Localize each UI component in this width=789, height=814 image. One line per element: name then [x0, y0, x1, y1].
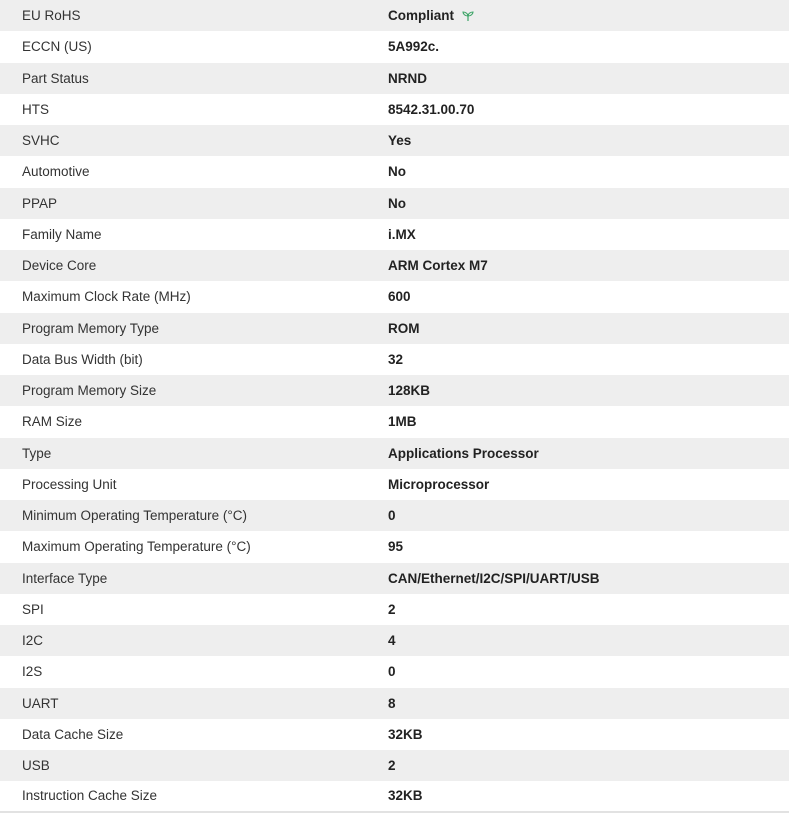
spec-row-max-clock-rate: [0, 281, 789, 312]
spec-label: Automotive: [22, 164, 90, 180]
spec-row-automotive: [0, 156, 789, 187]
spec-row-part-status: [0, 63, 789, 94]
spec-value: CAN/Ethernet/I2C/SPI/UART/USB: [388, 570, 600, 586]
spec-label: Minimum Operating Temperature (°C): [22, 508, 247, 524]
spec-row-spi: [0, 594, 789, 625]
spec-value: i.MX: [388, 226, 416, 242]
spec-value: No: [388, 164, 406, 180]
spec-value: Compliant: [388, 8, 454, 24]
spec-label: Family Name: [22, 226, 102, 242]
spec-row-hts: [0, 94, 789, 125]
spec-row-min-operating-temp: [0, 500, 789, 531]
spec-row-data-bus-width: [0, 344, 789, 375]
spec-row-device-core: [0, 250, 789, 281]
spec-label: Data Bus Width (bit): [22, 351, 143, 367]
spec-label: SVHC: [22, 133, 60, 149]
spec-label: Processing Unit: [22, 476, 117, 492]
spec-value: 600: [388, 289, 411, 305]
spec-label: Program Memory Type: [22, 320, 160, 336]
spec-row-ppap: [0, 188, 789, 219]
spec-value: 32KB: [388, 788, 423, 804]
spec-row-type: [0, 438, 789, 469]
spec-value: 32KB: [388, 726, 423, 742]
spec-row-family-name: [0, 219, 789, 250]
spec-value: Microprocessor: [388, 476, 490, 492]
spec-row-interface-type: [0, 563, 789, 594]
spec-row-svhc: [0, 125, 789, 156]
spec-value: 8542.31.00.70: [388, 101, 475, 117]
spec-value: 8: [388, 695, 396, 711]
spec-row-data-cache-size: [0, 719, 789, 750]
spec-label: Interface Type: [22, 570, 108, 586]
spec-value: 5A992c.: [388, 39, 440, 55]
spec-label: I2C: [22, 633, 44, 649]
spec-row-ram-size: [0, 406, 789, 437]
spec-value: ARM Cortex M7: [388, 258, 488, 274]
leaf-icon: [461, 9, 475, 23]
spec-value: 95: [388, 539, 404, 555]
spec-label: Device Core: [22, 258, 97, 274]
spec-label: RAM Size: [22, 414, 83, 430]
spec-value: 0: [388, 664, 396, 680]
spec-label: USB: [22, 758, 50, 774]
spec-row-max-operating-temp: [0, 531, 789, 562]
spec-label: I2S: [22, 664, 43, 680]
spec-row-uart: [0, 688, 789, 719]
spec-label: Data Cache Size: [22, 726, 124, 742]
spec-row-eccn: [0, 31, 789, 62]
spec-label: EU RoHS: [22, 8, 81, 24]
spec-row-program-memory-size: [0, 375, 789, 406]
spec-row-processing-unit: [0, 469, 789, 500]
spec-value: 128KB: [388, 383, 431, 399]
spec-label: Program Memory Size: [22, 383, 157, 399]
spec-row-eu-rohs: [0, 0, 789, 31]
spec-value: 4: [388, 633, 396, 649]
spec-value: ROM: [388, 320, 420, 336]
spec-row-i2c: [0, 625, 789, 656]
spec-label: Instruction Cache Size: [22, 788, 158, 804]
spec-row-instruction-cache-size: [0, 781, 789, 812]
spec-label: ECCN (US): [22, 39, 92, 55]
spec-label: PPAP: [22, 195, 58, 211]
spec-label: Type: [22, 445, 52, 461]
spec-value: 2: [388, 758, 396, 774]
spec-value: 2: [388, 601, 396, 617]
spec-label: UART: [22, 695, 59, 711]
spec-value: Yes: [388, 133, 412, 149]
spec-value: 1MB: [388, 414, 417, 430]
spec-label: SPI: [22, 601, 44, 617]
spec-label: Maximum Clock Rate (MHz): [22, 289, 191, 305]
spec-value: Applications Processor: [388, 445, 539, 461]
spec-label: Maximum Operating Temperature (°C): [22, 539, 251, 555]
spec-row-usb: [0, 750, 789, 781]
spec-label: HTS: [22, 101, 49, 117]
spec-label: Part Status: [22, 70, 89, 86]
spec-value: No: [388, 195, 406, 211]
spec-row-program-memory-type: [0, 313, 789, 344]
spec-row-i2s: [0, 656, 789, 687]
spec-value-cell: [388, 8, 789, 23]
spec-value: NRND: [388, 70, 427, 86]
spec-value: 32: [388, 351, 404, 367]
spec-value: 0: [388, 508, 396, 524]
